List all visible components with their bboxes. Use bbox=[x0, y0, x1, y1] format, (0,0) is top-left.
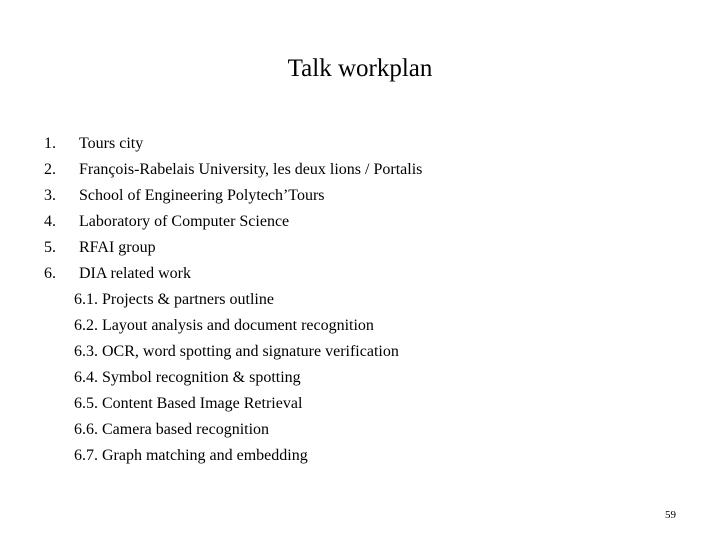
outline-item bbox=[44, 183, 644, 209]
outline-item-number: 5. bbox=[44, 239, 56, 256]
outline-item-number: 2. bbox=[44, 161, 56, 178]
outline-subitem: 6.2. Layout analysis and document recognition bbox=[74, 317, 374, 334]
outline-item-number: 6. bbox=[44, 265, 56, 282]
outline-item-text: Laboratory of Computer Science bbox=[79, 213, 290, 230]
outline-item bbox=[44, 131, 644, 157]
slide-number: 59 bbox=[665, 509, 676, 521]
outline-subitem: 6.4. Symbol recognition & spotting bbox=[74, 369, 301, 386]
outline-subitem: 6.7. Graph matching and embedding bbox=[74, 447, 308, 464]
outline-item bbox=[44, 209, 644, 235]
outline-subitem: 6.3. OCR, word spotting and signature verification bbox=[74, 343, 399, 360]
outline-subitem: 6.1. Projects & partners outline bbox=[74, 291, 274, 308]
outline-item bbox=[44, 157, 644, 183]
outline-item-text: François-Rabelais University, les deux lions / Portalis bbox=[79, 161, 423, 178]
outline-item bbox=[44, 235, 644, 261]
outline-subitem: 6.6. Camera based recognition bbox=[74, 421, 270, 438]
slide-title-text: Talk workplan bbox=[287, 55, 433, 82]
outline-item-number: 3. bbox=[44, 187, 56, 204]
outline-item-text: School of Engineering Polytech’Tours bbox=[79, 187, 325, 204]
outline-item bbox=[44, 261, 644, 287]
outline-item-number: 4. bbox=[44, 213, 56, 230]
outline-item-text: RFAI group bbox=[79, 239, 156, 256]
outline-item-text: DIA related work bbox=[79, 265, 191, 282]
outline-item-number: 1. bbox=[44, 135, 56, 152]
outline-item-text: Tours city bbox=[79, 135, 144, 152]
outline-subitem: 6.5. Content Based Image Retrieval bbox=[74, 395, 303, 412]
outline-list bbox=[44, 131, 644, 469]
slide-title bbox=[0, 53, 720, 85]
